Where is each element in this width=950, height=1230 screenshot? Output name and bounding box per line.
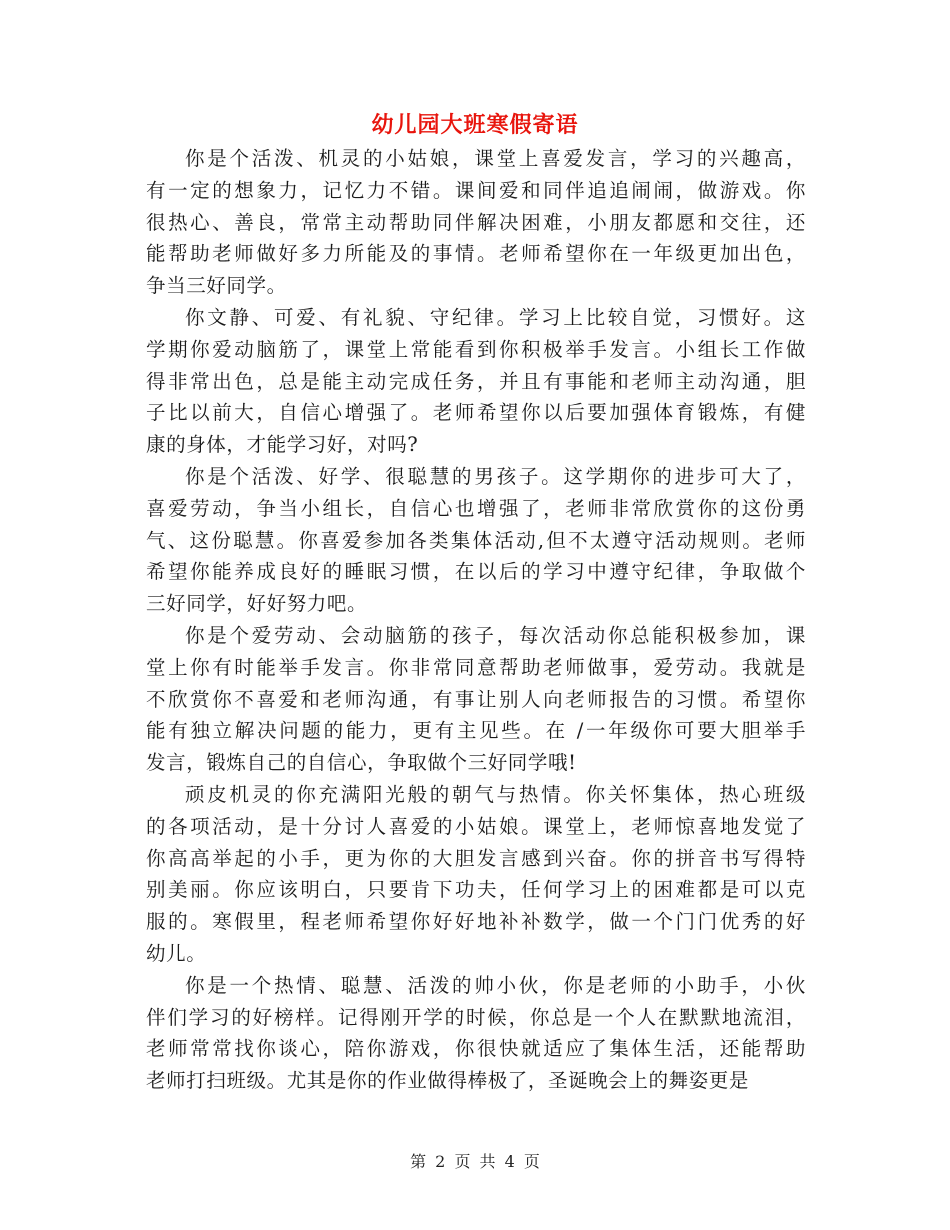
- paragraph-line: 能帮助老师做好多力所能及的事情。老师希望你在一年级更加出色，: [146, 242, 806, 266]
- paragraph-line: 气、这份聪慧。你喜爱参加各类集体活动,但不太遵守活动规则。老师: [146, 528, 806, 552]
- paragraph-line: 别美丽。你应该明白，只要肯下功夫，任何学习上的困难都是可以克: [146, 878, 806, 902]
- paragraph-line: 很热心、善良，常常主动帮助同伴解决困难，小朋友都愿和交往，还: [146, 210, 806, 234]
- document-title: 幼儿园大班寒假寄语: [371, 112, 579, 138]
- paragraph-line: 你文静、可爱、有礼貌、守纪律。学习上比较自觉，习惯好。这: [185, 305, 806, 329]
- paragraph-line: 老师打扫班级。尤其是你的作业做得棒极了，圣诞晚会上的舞姿更是: [146, 1069, 750, 1093]
- paragraph-line: 不欣赏你不喜爱和老师沟通，有事让别人向老师报告的习惯。希望你: [146, 687, 806, 711]
- paragraph: [146, 461, 806, 620]
- paragraph-line: 堂上你有时能举手发言。你非常同意帮助老师做事，爱劳动。我就是: [146, 655, 806, 679]
- paragraph: [146, 970, 806, 1097]
- paragraph: [146, 779, 806, 970]
- page-footer: 第 2 页 共 4 页: [410, 1152, 540, 1171]
- document-body: [146, 143, 806, 1097]
- paragraph-line: 你是个活泼、好学、很聪慧的男孩子。这学期你的进步可大了，: [185, 464, 806, 488]
- paragraph-line: 学期你爱动脑筋了，课堂上常能看到你积极举手发言。小组长工作做: [146, 337, 806, 361]
- paragraph-line: 服的。寒假里，程老师希望你好好地补补数学，做一个门门优秀的好: [146, 910, 806, 934]
- paragraph-line: 有一定的想象力，记忆力不错。课间爱和同伴追追闹闹，做游戏。你: [146, 178, 806, 202]
- paragraph-line: 的各项活动，是十分讨人喜爱的小姑娘。课堂上，老师惊喜地发觉了: [146, 814, 806, 838]
- paragraph-line: 争当三好同学。: [146, 274, 287, 298]
- paragraph-line: 喜爱劳动，争当小组长，自信心也增强了，老师非常欣赏你的这份勇: [146, 496, 806, 520]
- paragraph: [146, 620, 806, 779]
- paragraph-line: 康的身体，才能学习好，对吗?: [146, 433, 419, 457]
- paragraph-line: 三好同学，好好努力吧。: [146, 592, 368, 616]
- paragraph-line: 希望你能养成良好的睡眠习惯，在以后的学习中遵守纪律，争取做个: [146, 560, 806, 584]
- paragraph-line: 幼儿。: [146, 941, 207, 965]
- paragraph-line: 发言，锻炼自己的自信心，争取做个三好同学哦!: [146, 751, 577, 775]
- paragraph: [146, 302, 806, 461]
- paragraph-line: 你是个活泼、机灵的小姑娘，课堂上喜爱发言，学习的兴趣高，: [185, 147, 806, 170]
- paragraph-line: 能有独立解决问题的能力，更有主见些。在 /一年级你可要大胆举手: [146, 719, 806, 743]
- paragraph-line: 你高高举起的小手，更为你的大胆发言感到兴奋。你的拼音书写得特: [146, 846, 806, 870]
- paragraph-line: 伴们学习的好榜样。记得刚开学的时候，你总是一个人在默默地流泪，: [146, 1005, 806, 1029]
- paragraph-line: 子比以前大，自信心增强了。老师希望你以后要加强体育锻炼，有健: [146, 401, 806, 425]
- paragraph-line: 你是一个热情、聪慧、活泼的帅小伙，你是老师的小助手，小伙: [185, 973, 806, 997]
- paragraph-line: 老师常常找你谈心，陪你游戏，你很快就适应了集体生活，还能帮助: [146, 1037, 806, 1061]
- paragraph-line: 你是个爱劳动、会动脑筋的孩子，每次活动你总能积极参加，课: [185, 623, 806, 647]
- paragraph: [146, 143, 806, 302]
- paragraph-line: 顽皮机灵的你充满阳光般的朝气与热情。你关怀集体，热心班级: [185, 782, 806, 806]
- paragraph-line: 得非常出色，总是能主动完成任务，并且有事能和老师主动沟通，胆: [146, 369, 806, 393]
